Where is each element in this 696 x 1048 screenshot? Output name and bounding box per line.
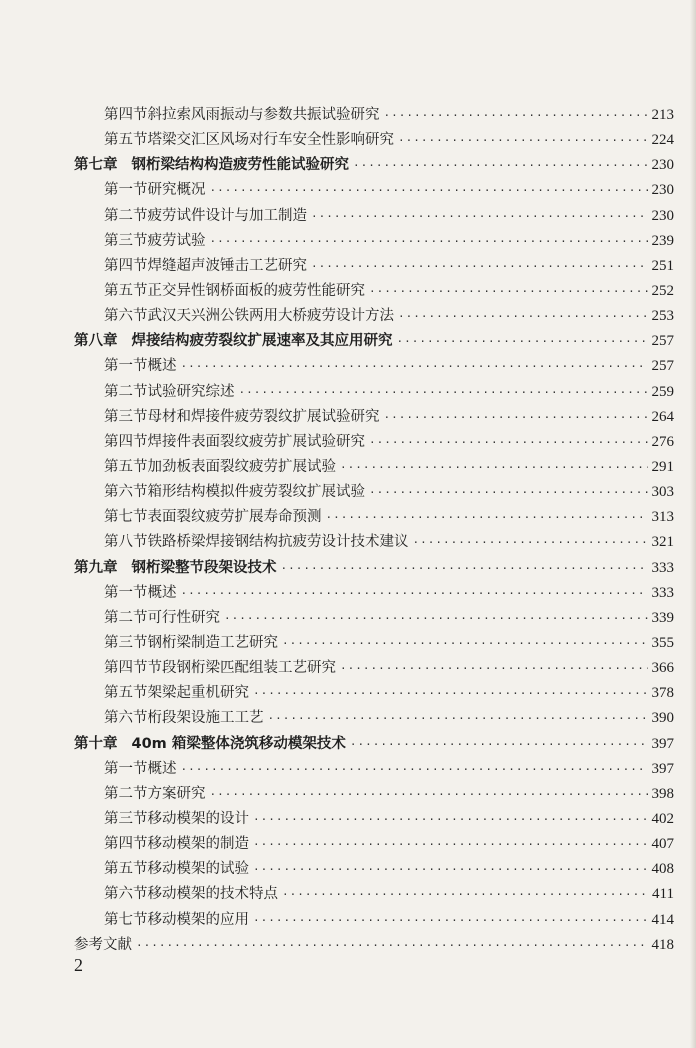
toc-entry-title: 钢桁梁整节段架设技术 — [131, 559, 277, 576]
toc-entry-page: 252 — [651, 283, 674, 300]
toc-entry-title: 移动模架的应用 — [147, 911, 249, 928]
toc-entry-title: 塔梁交汇区风场对行车安全性影响研究 — [147, 132, 394, 149]
toc-leader-dots — [181, 581, 648, 606]
toc-entry-page: 276 — [651, 433, 674, 450]
toc-leader-dots — [369, 480, 648, 505]
toc-entry-title: 钢桁梁制造工艺研究 — [147, 635, 278, 652]
toc-section-row — [0, 505, 696, 530]
toc-leader-dots — [398, 304, 648, 329]
toc-entry-page: 313 — [651, 509, 674, 526]
toc-section-row — [0, 706, 696, 731]
toc-entry-page: 239 — [651, 232, 674, 249]
toc-section-row — [0, 832, 696, 857]
toc-section-row — [0, 480, 696, 505]
toc-leader-dots — [224, 606, 648, 631]
toc-entry-page: 408 — [651, 861, 674, 878]
toc-entry-page: 303 — [651, 484, 674, 501]
toc-leader-dots — [253, 681, 648, 706]
toc-leader-dots — [210, 782, 648, 807]
toc-entry-label: 第六节 — [104, 710, 148, 727]
toc-entry-label: 第七章 — [74, 157, 118, 174]
toc-entry-title: 概述 — [147, 584, 177, 601]
toc-entry-page: 257 — [651, 358, 674, 375]
toc-leader-dots — [281, 556, 648, 581]
toc-entry-title: 研究概况 — [147, 182, 206, 199]
toc-section-row — [0, 304, 696, 329]
toc-entry-label: 第五节 — [104, 685, 148, 702]
toc-entry-label: 第八章 — [74, 333, 118, 350]
toc-entry-page: 402 — [651, 811, 674, 827]
table-of-contents — [0, 103, 696, 958]
toc-section-row — [0, 279, 696, 304]
toc-entry-label: 第二节 — [104, 207, 148, 224]
toc-entry-label: 第四节 — [104, 660, 148, 677]
toc-entry-label: 第七节 — [104, 911, 148, 928]
toc-section-row — [0, 430, 696, 455]
toc-section-row — [0, 380, 696, 405]
toc-section-row — [0, 882, 696, 907]
toc-leader-dots — [340, 455, 648, 480]
toc-leader-dots — [181, 757, 648, 782]
toc-leader-dots — [311, 204, 648, 229]
toc-chapter-row — [0, 556, 696, 581]
toc-entry-label: 第九章 — [74, 559, 118, 576]
toc-leader-dots — [181, 354, 648, 379]
toc-entry-page: 418 — [651, 936, 674, 953]
toc-section-row — [0, 530, 696, 555]
toc-entry-page: 259 — [651, 383, 674, 400]
toc-entry-label: 第五节 — [104, 861, 148, 878]
toc-section-row — [0, 757, 696, 782]
toc-entry-title: 焊接件表面裂纹疲劳扩展试验研究 — [147, 433, 365, 450]
toc-section-row — [0, 908, 696, 933]
toc-leader-dots — [282, 631, 648, 656]
toc-section-row — [0, 631, 696, 656]
toc-section-row — [0, 254, 696, 279]
toc-entry-title: 斜拉索风雨振动与参数共振试验研究 — [147, 107, 380, 124]
toc-entry-page: 264 — [651, 408, 674, 425]
toc-section-row — [0, 782, 696, 807]
toc-entry-label: 第一节 — [104, 584, 148, 601]
toc-entry-label: 第三节 — [104, 811, 148, 827]
toc-entry-title: 焊接结构疲劳裂纹扩展速率及其应用研究 — [131, 333, 393, 350]
toc-entry-title: 移动模架的制造 — [147, 836, 249, 853]
toc-section-row — [0, 204, 696, 229]
toc-entry-title: 铁路桥梁焊接钢结构抗疲劳设计技术建议 — [147, 534, 409, 551]
toc-entry-page: 339 — [651, 609, 674, 626]
toc-entry-label: 第四节 — [104, 107, 148, 124]
toc-entry-page: 291 — [651, 459, 674, 476]
toc-section-row — [0, 656, 696, 681]
toc-entry-label: 第三节 — [104, 232, 148, 249]
toc-entry-page: 333 — [651, 559, 674, 576]
toc-entry-title: 可行性研究 — [147, 609, 220, 626]
toc-section-row — [0, 807, 696, 832]
toc-leader-dots — [384, 103, 648, 128]
toc-section-row — [0, 229, 696, 254]
toc-section-row — [0, 681, 696, 706]
toc-entry-label: 第一节 — [104, 760, 148, 777]
toc-leader-dots — [210, 229, 648, 254]
toc-entry-title: 概述 — [147, 760, 177, 777]
toc-entry-title: 焊缝超声波锤击工艺研究 — [147, 257, 307, 274]
toc-entry-label: 第十章 — [74, 735, 118, 752]
toc-entry-page: 390 — [651, 710, 674, 727]
toc-entry-label: 第四节 — [104, 836, 148, 853]
toc-entry-label: 第一节 — [104, 358, 148, 375]
toc-entry-label: 第五节 — [104, 283, 148, 300]
toc-entry-title: 武汉天兴洲公铁两用大桥疲劳设计方法 — [147, 308, 394, 325]
toc-entry-label: 第二节 — [104, 785, 148, 802]
toc-section-row — [0, 405, 696, 430]
toc-entry-label: 第四节 — [104, 257, 148, 274]
toc-leader-dots — [413, 530, 648, 555]
toc-leader-dots — [282, 882, 648, 907]
toc-entry-title: 箱形结构模拟件疲劳裂纹扩展试验 — [147, 484, 365, 501]
toc-entry-page: 397 — [651, 735, 674, 752]
toc-entry-page: 355 — [651, 635, 674, 652]
page-number-folio: 2 — [74, 955, 83, 975]
toc-entry-label: 第七节 — [104, 509, 148, 526]
toc-leader-dots — [136, 933, 648, 958]
toc-entry-label: 第五节 — [104, 459, 148, 476]
toc-entry-label: 第六节 — [104, 484, 148, 501]
toc-entry-label: 第二节 — [104, 609, 148, 626]
toc-entry-page: 253 — [651, 308, 674, 325]
toc-leader-dots — [239, 380, 648, 405]
toc-leader-dots — [384, 405, 648, 430]
toc-entry-page: 224 — [651, 132, 674, 149]
toc-leader-dots — [369, 279, 648, 304]
toc-entry-title: 节段钢桁梁匹配组装工艺研究 — [147, 660, 336, 677]
toc-entry-title: 方案研究 — [147, 785, 206, 802]
toc-entry-page: 333 — [651, 584, 674, 601]
toc-entry-title: 表面裂纹疲劳扩展寿命预测 — [147, 509, 322, 526]
toc-entry-label: 第六节 — [104, 308, 148, 325]
toc-leader-dots — [340, 656, 648, 681]
toc-section-row — [0, 857, 696, 882]
toc-entry-page: 230 — [651, 207, 674, 224]
toc-chapter-row — [0, 732, 696, 757]
toc-entry-title: 移动模架的试验 — [147, 861, 249, 878]
toc-entry-title: 钢桁梁结构构造疲劳性能试验研究 — [131, 157, 349, 174]
toc-section-row — [0, 103, 696, 128]
toc-entry-title: 加劲板表面裂纹疲劳扩展试验 — [147, 459, 336, 476]
toc-entry-title: 母材和焊接件疲劳裂纹扩展试验研究 — [147, 408, 380, 425]
toc-entry-label: 第三节 — [104, 635, 148, 652]
toc-leader-dots — [311, 254, 648, 279]
toc-leader-dots — [253, 807, 648, 832]
toc-chapter-row — [0, 153, 696, 178]
toc-leader-dots — [253, 908, 648, 933]
toc-entry-page: 230 — [651, 182, 674, 199]
toc-entry-title: 疲劳试验 — [147, 232, 206, 249]
toc-section-row — [0, 354, 696, 379]
toc-entry-title: 正交异性钢桥面板的疲劳性能研究 — [147, 283, 365, 300]
toc-entry-label: 第八节 — [104, 534, 148, 551]
toc-entry-label: 第二节 — [104, 383, 148, 400]
toc-leader-dots — [253, 832, 648, 857]
toc-entry-page: 398 — [651, 785, 674, 802]
toc-entry-title: 架梁起重机研究 — [147, 685, 249, 702]
toc-entry-page: 321 — [651, 534, 674, 551]
toc-leader-dots — [326, 505, 648, 530]
toc-entry-page: 407 — [651, 836, 674, 853]
toc-entry-page: 213 — [651, 107, 674, 124]
toc-leader-dots — [268, 706, 648, 731]
toc-entry-title: 移动模架的设计 — [147, 811, 249, 827]
toc-entry-label: 第五节 — [104, 132, 148, 149]
toc-leader-dots — [210, 178, 648, 203]
toc-section-row — [0, 606, 696, 631]
toc-leader-dots — [369, 430, 648, 455]
toc-references-row — [0, 933, 696, 958]
toc-leader-dots — [350, 732, 648, 757]
toc-entry-label: 参考文献 — [74, 936, 132, 953]
toc-entry-page: 366 — [651, 660, 674, 677]
toc-entry-page: 230 — [651, 157, 674, 174]
toc-entry-label: 第四节 — [104, 433, 148, 450]
toc-entry-page: 257 — [651, 333, 674, 350]
page-edge-shadow — [690, 0, 696, 1048]
toc-entry-title: 试验研究综述 — [147, 383, 235, 400]
toc-entry-label: 第三节 — [104, 408, 148, 425]
toc-section-row — [0, 178, 696, 203]
toc-entry-label: 第一节 — [104, 182, 148, 199]
toc-leader-dots — [397, 329, 648, 354]
toc-leader-dots — [398, 128, 648, 153]
toc-entry-page: 397 — [651, 760, 674, 777]
toc-entry-title: 40m 箱梁整体浇筑移动模架技术 — [131, 735, 346, 752]
toc-entry-page: 411 — [652, 886, 674, 903]
toc-entry-title: 疲劳试件设计与加工制造 — [147, 207, 307, 224]
toc-entry-label: 第六节 — [104, 886, 148, 903]
toc-entry-title: 桁段架设施工工艺 — [147, 710, 264, 727]
toc-entry-title: 移动模架的技术特点 — [147, 886, 278, 903]
toc-entry-page: 251 — [651, 257, 674, 274]
toc-entry-page: 378 — [651, 685, 674, 702]
toc-chapter-row — [0, 329, 696, 354]
toc-section-row — [0, 581, 696, 606]
toc-entry-title: 概述 — [147, 358, 177, 375]
toc-section-row — [0, 455, 696, 480]
toc-section-row — [0, 128, 696, 153]
toc-leader-dots — [253, 857, 648, 882]
toc-leader-dots — [353, 153, 648, 178]
toc-entry-page: 414 — [651, 911, 674, 928]
